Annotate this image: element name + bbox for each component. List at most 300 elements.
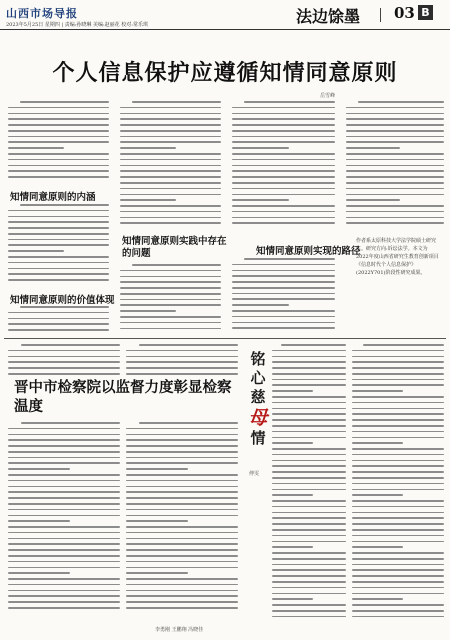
text-line (272, 616, 346, 618)
text-line (120, 176, 221, 178)
article-body-col4 (346, 101, 444, 228)
text-line (8, 329, 109, 331)
text-line (8, 124, 109, 126)
text-line (120, 281, 221, 283)
text-line (8, 480, 120, 482)
text-line (232, 275, 335, 277)
text-line (120, 118, 221, 120)
text-line (8, 141, 109, 143)
text-line (352, 465, 444, 467)
text-line (352, 569, 444, 571)
text-line (126, 572, 188, 574)
article-body-col1b (8, 204, 109, 285)
text-line (352, 384, 444, 386)
text-line (8, 520, 70, 522)
text-line (232, 264, 335, 266)
text-line (120, 270, 221, 272)
text-line (346, 222, 444, 224)
text-line (126, 561, 238, 563)
text-line (272, 564, 346, 566)
text-line (352, 575, 444, 577)
text-line (120, 293, 221, 295)
text-line (352, 616, 444, 618)
article-byline: 岳雪峰 (320, 93, 336, 99)
text-line (126, 607, 238, 609)
section-heading-3: 知情同意原则实践中存在的问题 (122, 236, 227, 259)
text-line (8, 130, 109, 132)
text-line (232, 170, 335, 172)
text-line (232, 124, 335, 126)
text-line (272, 512, 346, 514)
title-char: 心 (250, 369, 266, 387)
text-line (232, 165, 335, 167)
text-line (120, 188, 221, 190)
text-line (272, 442, 313, 444)
text-line (8, 210, 109, 212)
text-line (363, 344, 444, 346)
text-line (232, 199, 289, 201)
text-line (346, 136, 444, 138)
text-line (272, 506, 346, 508)
text-line (120, 217, 221, 219)
text-line (8, 578, 120, 580)
text-line (8, 239, 109, 241)
text-line (126, 491, 238, 493)
text-line (352, 419, 444, 421)
text-line (272, 373, 346, 375)
text-line (272, 529, 346, 531)
text-line (8, 256, 109, 258)
text-line (272, 471, 346, 473)
text-line (8, 439, 120, 441)
article3-vertical-title (246, 350, 270, 448)
text-line (232, 136, 335, 138)
page-letter-badge: B (418, 5, 433, 20)
text-line (281, 344, 346, 346)
text-line (126, 451, 238, 453)
text-line (232, 222, 335, 224)
text-line (232, 322, 335, 324)
text-line (21, 344, 120, 346)
text-line (272, 587, 346, 589)
text-line (232, 147, 289, 149)
text-line (126, 480, 238, 482)
text-line (8, 361, 120, 363)
text-line (126, 538, 238, 540)
text-line (120, 159, 221, 161)
text-line (352, 489, 444, 491)
text-line (232, 107, 335, 109)
text-line (126, 543, 238, 545)
text-line (232, 304, 289, 306)
text-line (120, 328, 221, 330)
text-line (352, 396, 444, 398)
text-line (352, 598, 403, 600)
text-line (346, 118, 444, 120)
text-line (272, 523, 346, 525)
text-line (352, 541, 444, 543)
text-line (8, 107, 109, 109)
text-line (346, 217, 444, 219)
text-line (352, 402, 444, 404)
text-line (8, 113, 109, 115)
text-line (272, 552, 346, 554)
text-line (352, 373, 444, 375)
text-line (232, 211, 335, 213)
text-line (8, 153, 109, 155)
text-line (232, 194, 335, 196)
text-line (20, 204, 109, 206)
text-line (352, 500, 444, 502)
text-line (120, 322, 221, 324)
text-line (272, 367, 346, 369)
text-line (120, 153, 221, 155)
article-body-col1c (8, 306, 109, 335)
text-line (126, 468, 188, 470)
text-line (126, 434, 238, 436)
title-char: 慈 (250, 388, 266, 406)
text-line (8, 165, 109, 167)
text-line (352, 379, 444, 381)
text-line (126, 497, 238, 499)
text-line (120, 113, 221, 115)
text-line (352, 604, 444, 606)
text-line (346, 113, 444, 115)
text-line (120, 124, 221, 126)
text-line (272, 598, 313, 600)
text-line (126, 549, 238, 551)
text-line (8, 273, 109, 275)
text-line (346, 211, 444, 213)
text-line (272, 535, 346, 537)
text-line (126, 503, 238, 505)
page-number: 03 (394, 4, 415, 22)
text-line (272, 489, 346, 491)
article-body-col2b (120, 264, 221, 333)
text-line (346, 188, 444, 190)
text-line (8, 434, 120, 436)
article-title: 个人信息保护应遵循知情同意原则 (52, 61, 398, 86)
text-line (8, 462, 120, 464)
text-line (8, 474, 120, 476)
text-line (272, 558, 346, 560)
text-line (8, 323, 109, 325)
text-line (352, 390, 403, 392)
masthead-rule (0, 29, 450, 30)
text-line (126, 367, 238, 369)
section-divider (4, 338, 446, 339)
text-line (358, 101, 444, 103)
text-line (352, 413, 444, 415)
text-line (126, 555, 238, 557)
text-line (272, 494, 313, 496)
text-line (232, 141, 335, 143)
text-line (346, 159, 444, 161)
text-line (126, 584, 238, 586)
text-line (8, 607, 120, 609)
article-body-col3 (232, 101, 335, 228)
text-line (272, 396, 346, 398)
text-line (232, 188, 335, 190)
text-line (272, 604, 346, 606)
text-line (8, 509, 120, 511)
text-line (126, 515, 238, 517)
text-line (232, 293, 335, 295)
title-char: 铭 (250, 350, 266, 368)
text-line (126, 526, 238, 528)
text-line (272, 431, 346, 433)
text-line (346, 182, 444, 184)
text-line (352, 448, 444, 450)
text-line (8, 170, 109, 172)
section-heading-1: 知情同意原则的内涵 (10, 192, 96, 203)
text-line (352, 552, 444, 554)
text-line (8, 221, 109, 223)
section-heading-2: 知情同意原则的价值体现 (10, 295, 115, 306)
masthead-divider (380, 8, 381, 22)
text-line (8, 428, 120, 430)
article3-col2 (352, 344, 444, 622)
text-line (352, 350, 444, 352)
text-line (352, 517, 444, 519)
text-line (272, 454, 346, 456)
text-line (8, 584, 120, 586)
text-line (8, 532, 120, 534)
text-line (126, 509, 238, 511)
text-line (8, 356, 120, 358)
text-line (139, 344, 238, 346)
text-line (352, 546, 403, 548)
section-heading-4: 知情同意原则实现的路径 (256, 246, 361, 257)
text-line (8, 367, 120, 369)
text-line (352, 367, 444, 369)
text-line (232, 327, 335, 329)
text-line (126, 590, 238, 592)
text-line (352, 506, 444, 508)
text-line (232, 159, 335, 161)
text-line (232, 113, 335, 115)
text-line (126, 439, 238, 441)
text-line (120, 182, 221, 184)
text-line (272, 593, 346, 595)
text-line (8, 549, 120, 551)
text-line (232, 281, 335, 283)
text-line (8, 159, 109, 161)
text-line (272, 575, 346, 577)
text-line (232, 298, 335, 300)
text-line (272, 350, 346, 352)
text-line (272, 402, 346, 404)
text-line (346, 124, 444, 126)
text-line (8, 268, 109, 270)
paper-name: 山西市场导报 (6, 7, 78, 20)
article2-col1 (8, 422, 120, 613)
text-line (272, 483, 346, 485)
text-line (272, 460, 346, 462)
text-line (126, 486, 238, 488)
text-line (346, 165, 444, 167)
text-line (232, 287, 335, 289)
text-line (352, 431, 444, 433)
text-line (120, 310, 176, 312)
text-line (232, 130, 335, 132)
text-line (126, 520, 188, 522)
text-line (272, 610, 346, 612)
text-line (272, 379, 346, 381)
article2-intro-col2 (126, 344, 238, 379)
text-line (120, 222, 221, 224)
text-line (8, 118, 109, 120)
article2-col2 (126, 422, 238, 613)
text-line (8, 601, 120, 603)
text-line (8, 486, 120, 488)
text-line (346, 141, 444, 143)
text-line (272, 569, 346, 571)
text-line (352, 610, 444, 612)
text-line (352, 564, 444, 566)
text-line (232, 316, 335, 318)
text-line (346, 147, 400, 149)
text-line (346, 153, 444, 155)
text-line (120, 141, 221, 143)
text-line (126, 474, 238, 476)
text-line (20, 101, 109, 103)
text-line (8, 147, 64, 149)
text-line (8, 590, 120, 592)
text-line (8, 538, 120, 540)
text-line (352, 587, 444, 589)
text-line (352, 494, 403, 496)
text-line (352, 356, 444, 358)
text-line (8, 543, 120, 545)
text-line (272, 419, 346, 421)
text-line (139, 422, 238, 424)
text-line (272, 541, 346, 543)
text-line (352, 442, 403, 444)
article3-col1 (272, 344, 346, 622)
text-line (120, 287, 221, 289)
text-line (232, 205, 335, 207)
text-line (272, 408, 346, 410)
text-line (8, 136, 109, 138)
text-line (272, 384, 346, 386)
text-line (8, 318, 109, 320)
text-line (272, 437, 346, 439)
text-line (126, 428, 238, 430)
text-line (352, 425, 444, 427)
text-line (120, 211, 221, 213)
text-line (120, 205, 221, 207)
text-line (232, 182, 335, 184)
text-line (346, 107, 444, 109)
text-line (352, 477, 444, 479)
text-line (132, 101, 221, 103)
text-line (232, 217, 335, 219)
text-line (352, 558, 444, 560)
text-line (8, 279, 109, 281)
article2-intro-col1 (8, 344, 120, 379)
text-line (272, 581, 346, 583)
text-line (120, 276, 221, 278)
text-line (352, 535, 444, 537)
text-line (272, 465, 346, 467)
text-line (126, 578, 238, 580)
text-line (8, 468, 70, 470)
text-line (352, 454, 444, 456)
article-body-col3b (232, 258, 335, 333)
text-line (126, 567, 238, 569)
text-line (8, 515, 120, 517)
text-line (352, 361, 444, 363)
text-line (20, 306, 109, 308)
text-line (8, 561, 120, 563)
text-line (8, 262, 109, 264)
text-line (8, 233, 109, 235)
text-line (120, 107, 221, 109)
text-line (8, 572, 70, 574)
text-line (126, 601, 238, 603)
text-line (232, 176, 335, 178)
text-line (132, 264, 221, 266)
text-line (232, 153, 335, 155)
title-char-accent: 母 (248, 407, 268, 429)
text-line (120, 147, 176, 149)
text-line (8, 503, 120, 505)
text-line (346, 170, 444, 172)
article-body-col1 (8, 101, 109, 182)
text-line (8, 451, 120, 453)
text-line (272, 425, 346, 427)
text-line (126, 532, 238, 534)
text-line (272, 413, 346, 415)
text-line (232, 270, 335, 272)
text-line (126, 595, 238, 597)
text-line (352, 483, 444, 485)
text-line (120, 299, 221, 301)
text-line (120, 136, 221, 138)
text-line (352, 437, 444, 439)
section-name: 法边馀墨 (296, 7, 361, 26)
text-line (346, 176, 444, 178)
text-line (272, 356, 346, 358)
text-line (346, 194, 444, 196)
text-line (126, 350, 238, 352)
text-line (8, 176, 109, 178)
text-line (346, 199, 400, 201)
text-line (272, 517, 346, 519)
text-line (126, 457, 238, 459)
text-line (8, 595, 120, 597)
text-line (244, 101, 335, 103)
article2-byline: 李勇刚 王鹏翔 冯晓佳 (155, 627, 204, 633)
text-line (352, 512, 444, 514)
text-line (232, 310, 335, 312)
text-line (8, 216, 109, 218)
text-line (8, 497, 120, 499)
text-line (120, 199, 176, 201)
text-line (272, 546, 313, 548)
masthead (0, 0, 450, 46)
text-line (8, 227, 109, 229)
text-line (8, 445, 120, 447)
text-line (8, 526, 120, 528)
text-line (8, 567, 120, 569)
text-line (352, 581, 444, 583)
text-line (8, 250, 64, 252)
article3-byline: 傅雯 (249, 471, 260, 477)
issue-meta: 2023年5月25日 星期四 | 责编:孙晓琳 美编:赵丽花 校对:常乐琪 (6, 22, 148, 28)
text-line (8, 244, 109, 246)
